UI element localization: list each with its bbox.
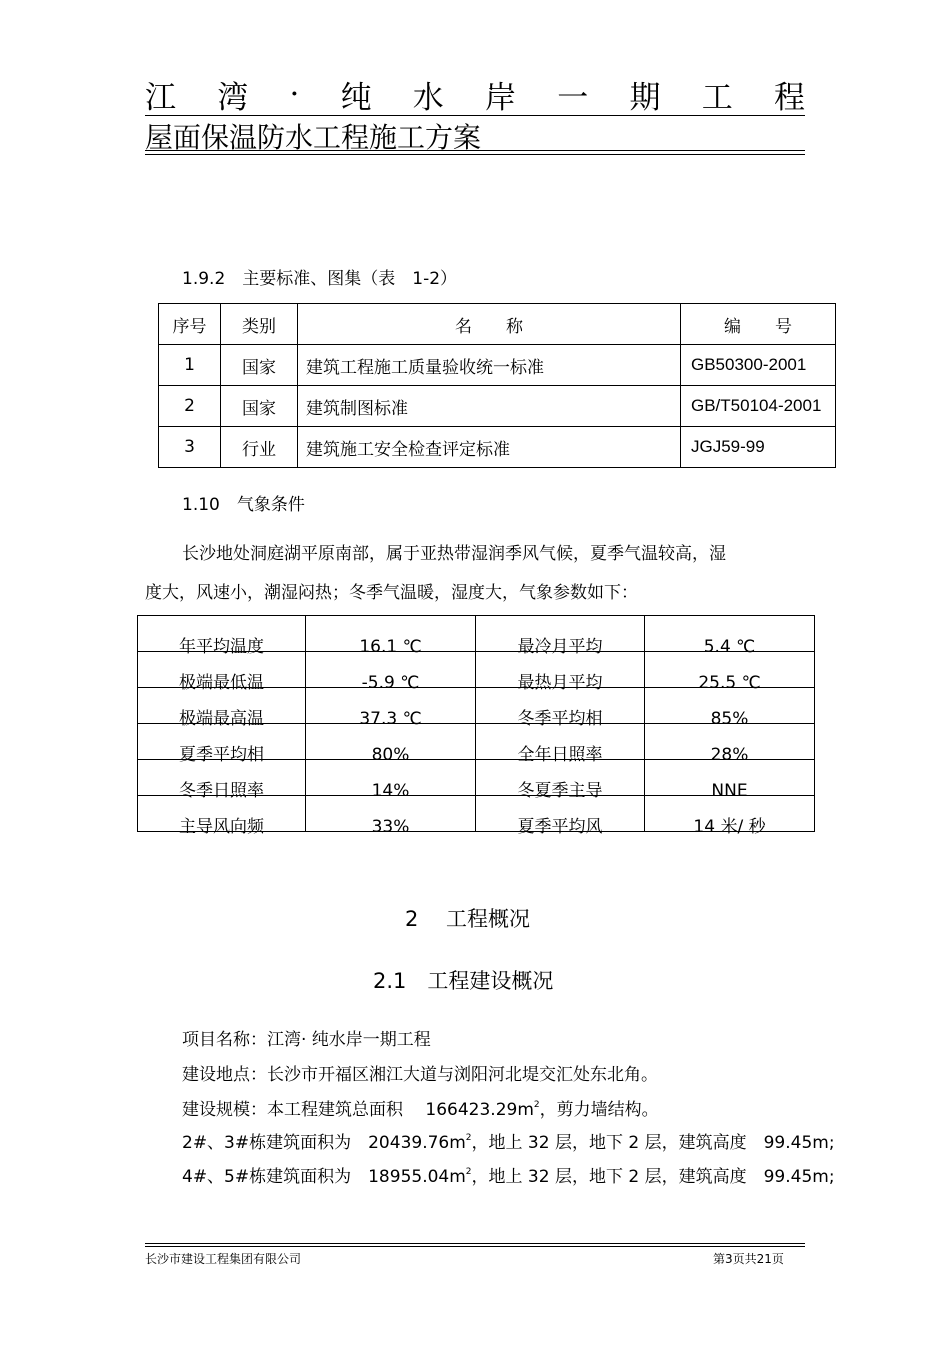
title-char: 工 — [701, 79, 733, 116]
title-char: 江 — [145, 79, 176, 116]
weather-value: 25.5 ℃ — [645, 652, 815, 688]
chapter-title: 2 工程概况 — [405, 907, 531, 931]
document-title — [145, 72, 805, 116]
cell-no: 3 — [159, 427, 221, 468]
weather-key: 全年日照率 — [476, 724, 645, 760]
weather-value: 37.3 ℃ — [306, 688, 476, 724]
weather-value: 14 米/ 秒 — [645, 796, 815, 832]
weather-key: 极端最高温 — [138, 688, 306, 724]
weather-key: 最热月平均 — [476, 652, 645, 688]
footer-rule-top — [145, 1243, 805, 1244]
footer-page-number: 第3页共21页 — [713, 1252, 784, 1266]
table-header-row — [159, 304, 836, 345]
weather-paragraph-line: 度大，风速小，潮湿闷热；冬季气温暖，湿度大，气象参数如下： — [145, 583, 638, 603]
weather-value: 5.4 ℃ — [645, 616, 815, 652]
standards-table — [158, 303, 836, 468]
cell-name: 建筑施工安全检查评定标准 — [298, 427, 681, 468]
weather-key: 夏季平均风 — [476, 796, 645, 832]
section-heading-standards: 1.9.2 主要标准、图集（表 1-2） — [182, 269, 458, 289]
weather-value: 80% — [306, 724, 476, 760]
weather-table — [137, 615, 815, 837]
cell-code: GB50300-2001 — [681, 345, 836, 386]
title-char: 湾 — [217, 79, 249, 116]
document-subtitle: 屋面保温防水工程施工方案 — [145, 121, 482, 154]
cell-category: 国家 — [221, 345, 298, 386]
table-row — [138, 616, 815, 652]
footer-company: 长沙市建设工程集团有限公司 — [145, 1252, 302, 1266]
title-char: 纯 — [340, 79, 372, 116]
title-char: · — [289, 76, 300, 112]
table-row — [159, 427, 836, 468]
cell-category: 行业 — [221, 427, 298, 468]
cell-no: 1 — [159, 345, 221, 386]
column-header: 编 号 — [681, 304, 836, 345]
weather-key: 极端最低温 — [138, 652, 306, 688]
building-45-line: 4#、5#栋建筑面积为 $18955.04m^2$，地上 32 层，地下 2 层，建筑高度 99.45m; — [182, 1167, 835, 1187]
weather-paragraph-line: 长沙地处洞庭湖平原南部，属于亚热带湿润季风气候，夏季气温较高，湿 — [182, 544, 726, 564]
project-name-line: 项目名称：江湾· 纯水岸一期工程 — [182, 1030, 431, 1050]
title-char: 一 — [557, 79, 589, 116]
table-row — [159, 345, 836, 386]
title-char: 水 — [412, 79, 444, 116]
weather-value: 16.1 ℃ — [306, 616, 476, 652]
weather-key: 最冷月平均 — [476, 616, 645, 652]
weather-key: 夏季平均相 — [138, 724, 306, 760]
title-char: 程 — [773, 79, 805, 116]
footer-rule-bottom — [145, 1246, 805, 1247]
weather-value: 85% — [645, 688, 815, 724]
section-title: 2.1 工程建设概况 — [373, 969, 554, 993]
column-header: 名 称 — [298, 304, 681, 345]
cell-category: 国家 — [221, 386, 298, 427]
weather-key: 冬季日照率 — [138, 760, 306, 796]
title-char: 岸 — [485, 79, 517, 116]
weather-key: 冬季平均相 — [476, 688, 645, 724]
header-rule-double-bottom — [145, 154, 805, 155]
section-heading-weather: 1.10 气象条件 — [182, 495, 305, 515]
cell-name: 建筑工程施工质量验收统一标准 — [298, 345, 681, 386]
table-row — [159, 386, 836, 427]
cell-code: GB/T50104-2001 — [681, 386, 836, 427]
weather-key: 冬夏季主导 — [476, 760, 645, 796]
project-scale-line: 建设规模：本工程建筑总面积 $166423.29m^2$，剪力墙结构。 — [182, 1100, 659, 1120]
weather-value: -5.9 ℃ — [306, 652, 476, 688]
weather-key: 年平均温度 — [138, 616, 306, 652]
weather-key: 主导风向频 — [138, 796, 306, 832]
cell-code: JGJ59-99 — [681, 427, 836, 468]
column-header: 序号 — [159, 304, 221, 345]
cell-name: 建筑制图标准 — [298, 386, 681, 427]
weather-value: 28% — [645, 724, 815, 760]
weather-value: 14% — [306, 760, 476, 796]
weather-value: 33% — [306, 796, 476, 832]
header-rule-double-top — [145, 150, 805, 151]
column-header: 类别 — [221, 304, 298, 345]
cell-no: 2 — [159, 386, 221, 427]
building-23-line: 2#、3#栋建筑面积为 $20439.76m^2$，地上 32 层，地下 2 层，建筑高度 99.45m; — [182, 1133, 835, 1153]
title-char: 期 — [629, 79, 661, 116]
weather-value: NNE — [645, 760, 815, 796]
project-location-line: 建设地点：长沙市开福区湘江大道与浏阳河北堤交汇处东北角。 — [182, 1065, 658, 1085]
